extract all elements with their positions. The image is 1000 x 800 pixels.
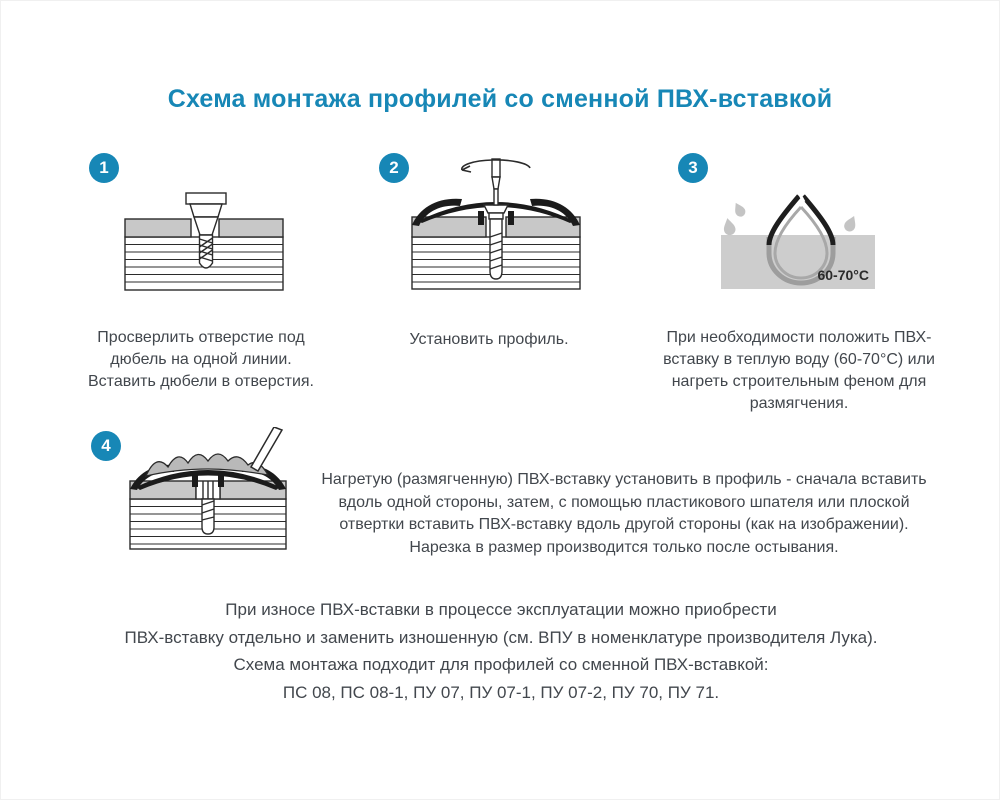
water-temp-label: 60-70°C	[817, 267, 869, 283]
step-4-illustration-insert	[124, 427, 292, 553]
step-2-caption: Установить профиль.	[409, 331, 569, 348]
step-3-caption: При необходимости положить ПВХ-вставку в теплую воду (60-70°С) или нагреть строительным феном для размягчения.	[663, 329, 935, 412]
footer-line-4: ПС 08, ПС 08-1, ПУ 07, ПУ 07-1, ПУ 07-2, ПУ 70, ПУ 71.	[282, 682, 720, 702]
left-cover-strip	[125, 219, 191, 237]
step-2-badge: 2	[379, 153, 409, 183]
step-3-illustration-warm-water	[709, 187, 893, 293]
step-3-badge: 3	[678, 153, 708, 183]
step-2-illustration-profile	[404, 157, 588, 293]
footer-note	[81, 596, 921, 706]
flat-screwdriver-blade	[251, 427, 282, 471]
drill-cone	[194, 217, 218, 235]
dowel-collar	[489, 213, 503, 219]
drill-collar	[190, 204, 222, 217]
step-4-caption: Нагретую (размягченную) ПВХ-вставку установить в профиль - сначала вставить вдоль одной стороны, затем, с помощью пластикового шпателя или плоской отвертки вставить ПВХ-вставку вдоль другой стороны (как на изображении). Нарезка в размер производится только после остывания.	[321, 471, 927, 556]
step-1-badge: 1	[89, 153, 119, 183]
page-title: Схема монтажа профилей со сменной ПВХ-вставкой	[167, 85, 833, 113]
step-4-badge: 4	[91, 431, 121, 461]
footer-line-2: ПВХ-вставку отдельно и заменить изношенную (см. ВПУ в номенклатуре производителя Лука).	[124, 627, 878, 647]
right-cover-strip	[219, 219, 283, 237]
screwdriver-blade	[494, 189, 498, 205]
screwdriver-shaft	[492, 159, 500, 177]
screwdriver-ferrule	[492, 177, 500, 189]
footer-line-1: При износе ПВХ-вставки в процессе эксплуатации можно приобрести	[225, 600, 777, 619]
footer-line-3: Схема монтажа подходит для профилей со сменной ПВХ-вставкой:	[233, 655, 769, 674]
drill-head	[186, 193, 226, 204]
step-1-caption: Просверлить отверстие под дюбель на одной линии. Вставить дюбели в отверстия.	[88, 329, 314, 390]
screw-washer	[484, 205, 508, 213]
step-1-illustration-drill	[119, 191, 287, 293]
